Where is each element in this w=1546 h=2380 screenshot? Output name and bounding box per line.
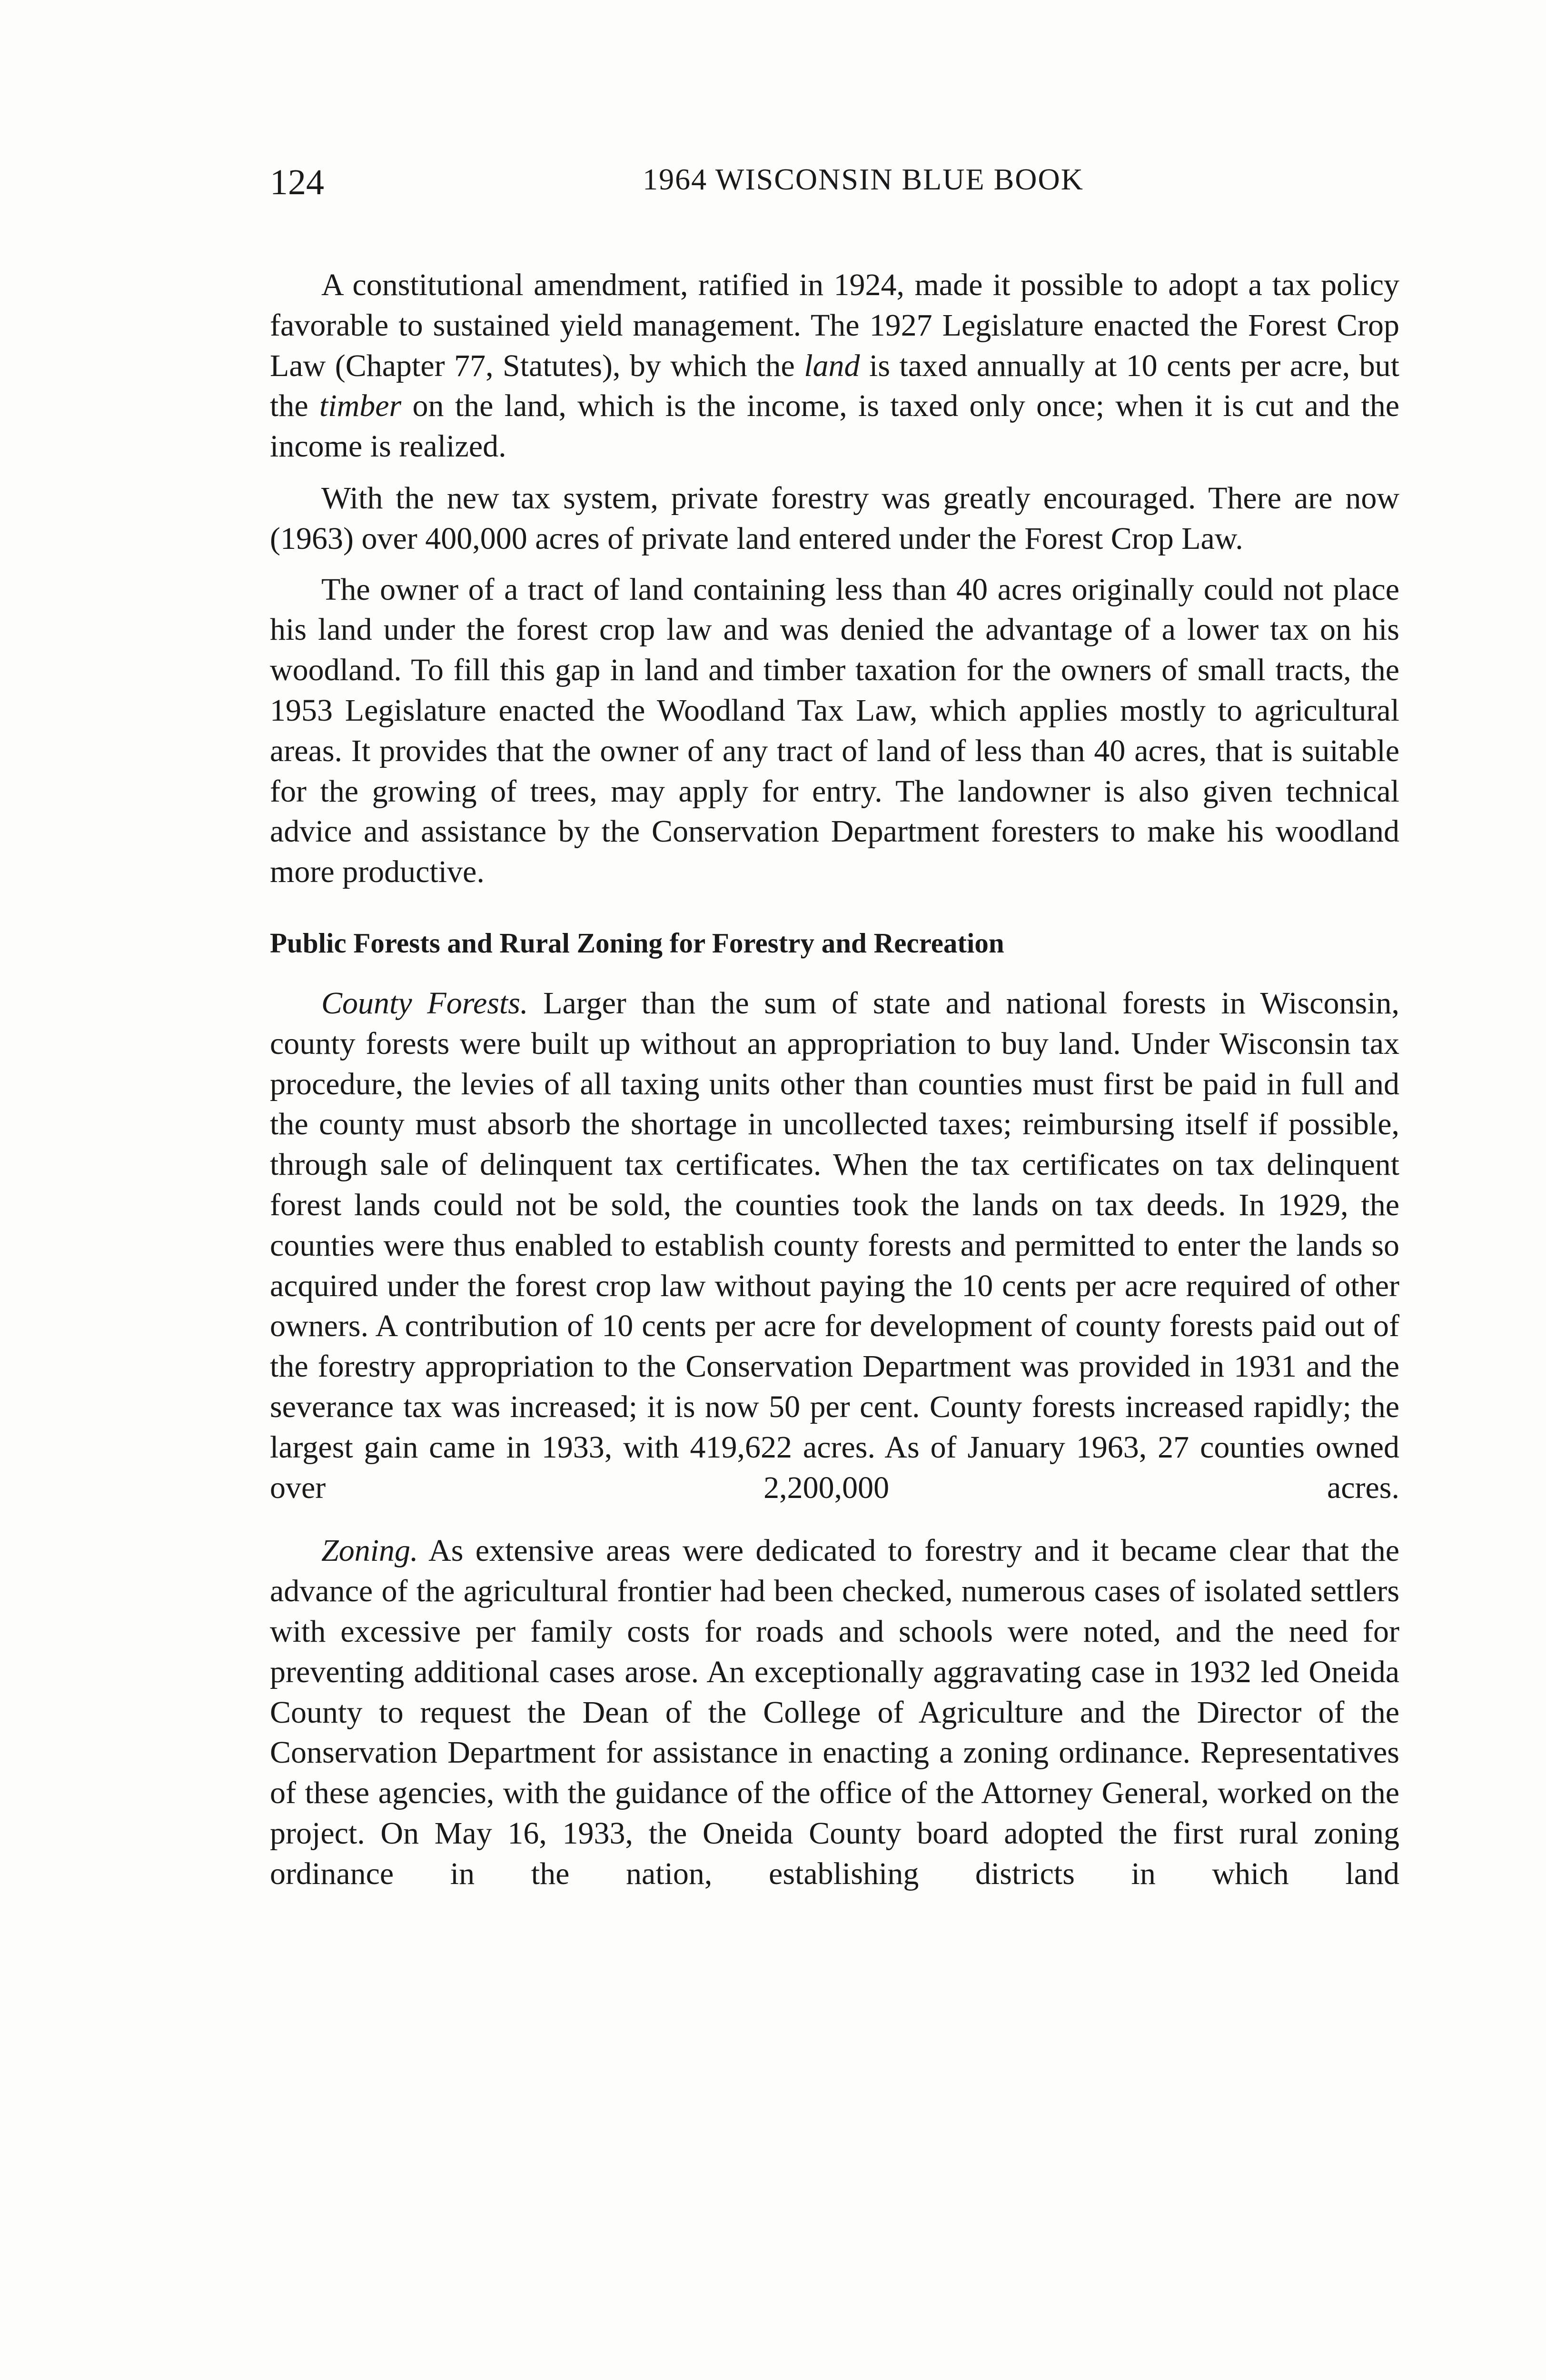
body-text: A constitutional amendment, ratified in 1924, made it possible to adopt a tax policy favorable to sustained yield management. The 1927 Legislature enacted the Forest Crop Law (Chapter 77, Statutes), by which the <box>270 268 1399 383</box>
paragraph-zoning <box>270 1531 1399 1894</box>
body-text: With the new tax system, private forestry was greatly encouraged. There are now (1963) over 400,000 acres of private land entered under the Forest Crop Law. <box>270 480 1399 556</box>
body-text: Larger than the sum of state and national forests in Wisconsin, county forests were built up without an appropriation to buy land. Under Wisconsin tax procedure, the levies of all taxing units other than counties must first be paid in full and the county must absorb the shortage in uncollected taxes; reimbursing itself if possible, through sale of delinquent tax certificates. When the tax certificates on tax delinquent forest lands could not be sold, the counties took the lands on tax deeds. In 1929, the counties were thus enabled to establish county forests and permitted to enter the lands so acquired under the forest crop law without paying the 10 cents per acre required of other owners. A contribution of 10 cents per acre for development of county forests paid out of the forestry appropriation to the Conservation Department was provided in 1931 and the severance tax was increased; it is now 50 per cent. County forests increased rapidly; the largest gain came in 1933, with 419,622 acres. As of January 1963, 27 counties owned over 2,200,000 acres. <box>270 985 1400 1505</box>
paragraph-new-tax-system <box>270 478 1399 559</box>
paragraph-constitutional-amendment <box>270 265 1399 467</box>
body-text: on the land, which is the income, is taxed only once; when it is cut and the income is realized. <box>270 388 1399 464</box>
body-text: The owner of a tract of land containing less than 40 acres originally could not place his land under the forest crop law and was denied the advantage of a lower tax on his woodland. To fill this gap in land and timber taxation for the owners of small tracts, the 1953 Legislature enacted the Woodland Tax Law, which applies mostly to agricultural areas. It provides that the owner of any tract of land of less than 40 acres, that is suitable for the growing of trees, may apply for entry. The landowner is also given technical advice and assistance by the Conservation Department foresters to make his woodland more productive. <box>270 572 1399 890</box>
italic-text: timber <box>319 388 402 424</box>
section-heading: Public Forests and Rural Zoning for Forestry and Recreation <box>270 927 1004 959</box>
body-text: is taxed annually at 10 cents per acre, but the <box>270 348 1399 424</box>
body-text: As extensive areas were dedicated to forestry and it became clear that the advance of the agricultural frontier had been checked, numerous cases of isolated settlers with excessive per family costs for roads and schools were noted, and the need for preventing additional cases arose. An exceptionally aggravating case in 1932 led Oneida County to request the Dean of the College of Agriculture and the Director of the Conservation Department for assistance in enacting a zoning ordinance. Representatives of these agencies, with the guidance of the office of the Attorney General, worked on the project. On May 16, 1933, the Oneida County board adopted the first rural zoning ordinance in the nation, establishing districts in which land <box>270 1533 1399 1891</box>
paragraph-woodland-tax-law <box>270 570 1399 892</box>
page-number: 124 <box>270 162 324 202</box>
running-title: 1964 WISCONSIN BLUE BOOK <box>643 162 1084 196</box>
italic-text: Zoning. <box>321 1533 418 1568</box>
italic-text: land <box>804 348 860 383</box>
running-header <box>270 162 1399 205</box>
italic-text: County Forests. <box>321 985 528 1021</box>
paragraph-county-forests <box>270 983 1399 1508</box>
